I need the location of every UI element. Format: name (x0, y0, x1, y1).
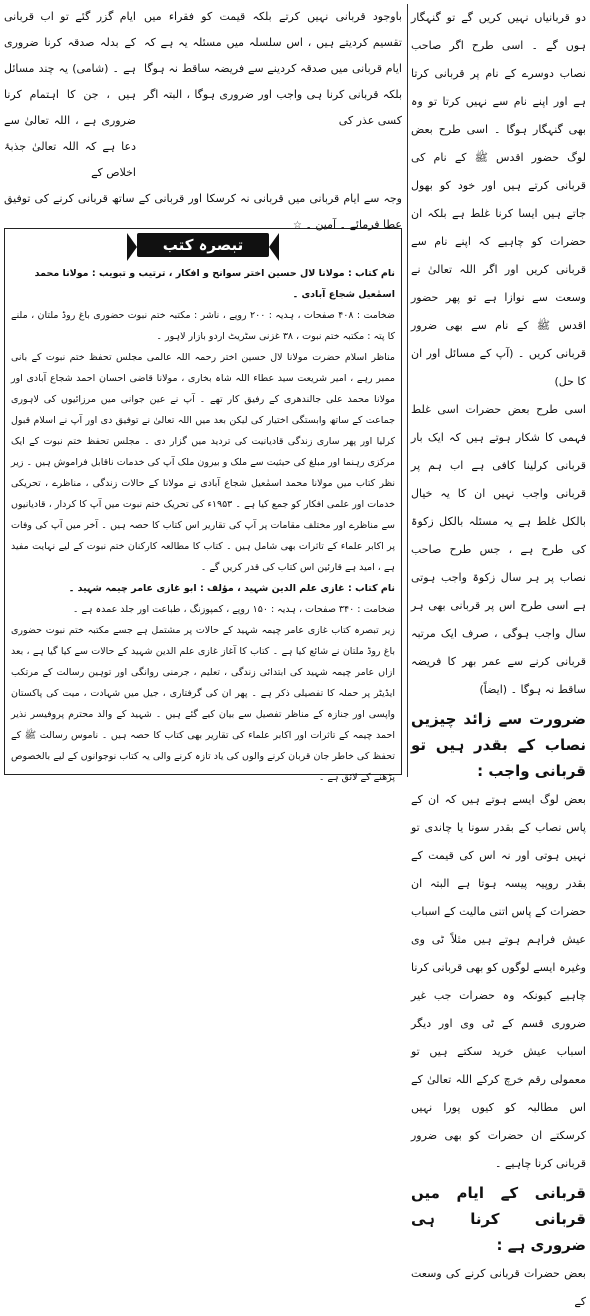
right-paragraph-3: بعض لوگ ایسے ہوتے ہیں کہ ان کے پاس نصاب کے بقدر سونا یا چاندی تو نہیں ہوتی اور نہ اس کی قیمت کے بقدر روپیہ پیسہ ہوتا ہے البتہ ان حضرات کے پاس اتنی مالیت کے اسباب عیش فراہم ہوتے ہیں مثلاً ٹی وی وغیرہ ایسے لوگوں کو بھی قربانی کرنا چاہیے کیونکہ وہ حضرات جب غیر ضروری قسم کے ٹی وی اور دیگر اسباب عیش خرید سکتے ہیں تو معمولی رقم خرچ کرکے اللہ تعالیٰ کے اس مطالبہ کو کیوں پورا نہیں کرسکتے ان حضرات کو بھی ضرور قربانی کرنا چاہیے ۔ (411, 793, 586, 1170)
right-paragraph-2: اسی طرح بعض حضرات اسی غلط فہمی کا شکار ہوتے ہیں کہ ایک بار قربانی کرلینا کافی ہے اب ہم پر قربانی واجب نہیں ان کا یہ خیال بالکل غلط ہے یہ مسئلہ بالکل زکوۃ کی طرح ہے ، جس طرح صاحب نصاب پر ہر سال زکوۃ واجب ہوتی ہے اسی طرح اس پر قربانی بھی ہر سال واجب ہوگی ، صرف ایک مرتبہ قربانی کرنے سے عمر بھر کا فریضہ ساقط نہ ہوگا ۔ (ایضاً) (411, 403, 586, 696)
section-heading-1: ضرورت سے زائد چیزیں نصاب کے بقدر ہیں تو قربانی واجب : (411, 710, 586, 780)
book2-title: نام کتاب : غازی علم الدین شہید ، مؤلف : ابو غازی عامر چیمہ شہید ۔ (68, 583, 395, 594)
book-review-box (4, 228, 402, 783)
right-column (411, 4, 586, 1308)
right-paragraph-4: بعض حضرات قربانی کرنے کی وسعت کے (411, 1267, 586, 1308)
book1-review-text: مناظر اسلام حضرت مولانا لال حسین اختر رحمہ اللہ عالمی مجلس تحفظ ختم نبوت کے بانی ممبر رہے ، امیر شریعت سید عطاء اللہ شاہ بخاری ، مولانا قاضی احسان احمد شجاع آبادی اور مولانا محمد علی جالندھری کے رفیق کار تھے ۔ آپ نے عین جوانی میں مرزائیوں کی لاہوری جماعت کے ساتھ وابستگی اختیار کی لیکن بعد میں اللہ تعالیٰ نے توفیق دی اور آپ نے اسلام قبول کرلیا اور پھر ساری زندگی قادیانیت کی تردید میں گزار دی ۔ مجلس تحفظ ختم نبوت کے ایک مرکزی رہنما اور مبلغ کی حیثیت سے ملک و بیرون ملک آپ کی خدمات ناقابل فراموش ہیں ۔ زیر نظر کتاب میں مولانا محمد اسمٰعیل شجاع آبادی نے مولانا کے حالات زندگی ، مناظرے ، تحریکی خدمات اور علمی افکار کو جمع کیا ہے ۔ ۱۹۵۳ء کی تحریک ختم نبوت میں آپ کا کردار ، قادیانیوں سے مناظرے اور مختلف مقامات پر آپ کی تقاریر اس کتاب کا حصہ ہیں ۔ آخر میں آپ کی وفات پر اکابر علماء کے تاثرات بھی شامل ہیں ۔ کتاب کا مطالعہ کارکنان ختم نبوت کے لیے نہایت مفید ہے ، امید ہے قارئین اس کتاب کی قدر کریں گے ۔ (11, 352, 395, 573)
book1-title: نام کتاب : مولانا لال حسین اختر سوانح و افکار ، ترتیب و تبویب : مولانا محمد اسمٰعیل شجاع آبادی ۔ (34, 268, 395, 300)
book2-meta: ضخامت : ۳۴۰ صفحات ، ہدیہ : ۱۵۰ روپے ، کمپوزنگ ، طباعت اور جلد عمدہ ہے ۔ (72, 604, 395, 615)
top-paragraph-inner: باوجود قربانی نہیں کرتے بلکہ قیمت کو فقراء میں تقسیم کردیتے ہیں ، اس سلسلہ میں مسئلہ یہ ہے کہ ایام قربانی میں صدقہ کردینے سے فریضہ ساقط نہ ہوگا بلکہ قربانی کرنا ہی واجب اور ضروری ہوگا ، البتہ اگر کسی عذر کی (144, 10, 402, 127)
book2-review-text: زیر تبصرہ کتاب غازی عامر چیمہ شہید کے حالات پر مشتمل ہے جسے مکتبہ ختم نبوت حضوری باغ روڈ ملتان نے شائع کیا ہے ۔ کتاب کا آغاز غازی علم الدین شہید کے حالات سے کیا گیا ہے ، بعد ازاں عامر چیمہ شہید کی ابتدائی زندگی ، تعلیم ، جرمنی روانگی اور توہین رسالت کے مرتکب ایڈیٹر پر حملہ کا تفصیلی ذکر ہے ۔ پھر ان کی گرفتاری ، جیل میں شہادت ، میت کی پاکستان واپسی اور جنازہ کے مناظر تفصیل سے بیان کیے گئے ہیں ۔ شہید کے والد محترم پروفیسر نذیر احمد چیمہ کے تاثرات اور اکابر علماء کی تقاریر بھی کتاب کا حصہ ہیں ۔ ناموس رسالت ﷺ کے تحفظ کی خاطر جان قربان کرنے والوں کی یاد تازہ کرنے والی یہ کتاب نوجوانوں کے لیے بالخصوص پڑھنے کے لائق ہے ۔ (11, 625, 395, 783)
top-article-row (4, 4, 402, 186)
star-icon: ☆ (292, 220, 302, 231)
review-banner: تبصرہ کتب (137, 233, 270, 257)
top-article-block (4, 4, 402, 231)
top-paragraph-outer: ایام گزر گئے تو اب قربانی کے بدلہ صدقہ کرنا ضروری ہے ۔ (شامی) یہ چند مسائل ہیں ، جن کا اہتمام کرنا ضروری ہے ، اللہ تعالیٰ سے دعا ہے کہ اللہ تعالیٰ جذبۂ اخلاص کے (4, 10, 136, 179)
section-heading-2: قربانی کے ایام میں قربانی کرنا ہی ضروری ہے : (411, 1184, 586, 1254)
column-divider (407, 4, 408, 777)
top-footer-text: وجہ سے ایام قربانی میں قربانی نہ کرسکا اور قربانی کے ساتھ قربانی کرنے کی توفیق عطا فرمائے ۔ آمین ۔ (4, 192, 402, 231)
right-paragraph-1: دو قربانیاں نہیں کریں گے تو گنہگار ہوں گے ۔ اسی طرح اگر صاحب نصاب دوسرے کے نام پر قربانی کرتا ہے اور اپنے نام سے نہیں کرتا تو وہ بھی گنہگار ہوگا ۔ اسی طرح بعض لوگ حضور اقدس ﷺ کے نام کی قربانی کرتے ہیں اور خود کو بھول جاتے ہیں ایسا کرنا غلط ہے بلکہ ان حضرات کو چاہیے کہ اپنے نام سے قربانی کریں اور اگر اللہ تعالیٰ نے وسعت سے نوازا ہے تو پھر حضور اقدس ﷺ کے نام سے بھی ضرور قربانی کریں ۔ (آپ کے مسائل اور ان کا حل) (411, 11, 586, 388)
review-banner-wrap (11, 231, 395, 263)
book1-meta: ضخامت : ۴۰۸ صفحات ، ہدیہ : ۲۰۰ روپے ، ناشر : مکتبہ ختم نبوت حضوری باغ روڈ ملتان ، ملنے کا پتہ : مکتبہ ختم نبوت ، ۳۸ غزنی سٹریٹ اردو بازار لاہور ۔ (11, 310, 395, 342)
